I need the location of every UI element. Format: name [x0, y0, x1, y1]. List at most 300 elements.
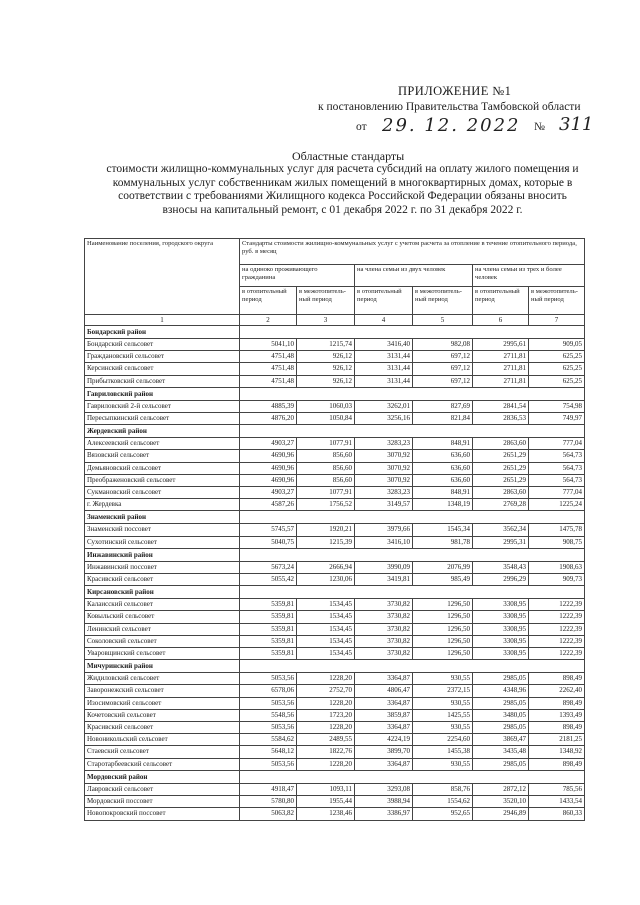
settlement-name: Вязовский сельсовет — [85, 450, 240, 462]
district-name: Кирсановский район — [85, 586, 240, 599]
value-cell: 1222,39 — [529, 635, 585, 647]
value-cell: 2985,05 — [473, 758, 529, 770]
settlement-name: Кочетовский сельсовет — [85, 709, 240, 721]
subheader-single: на одиноко проживающего гражданина — [240, 265, 355, 287]
table-row — [85, 400, 585, 412]
value-cell: 697,12 — [413, 351, 473, 363]
handwritten-number: 311 — [559, 114, 594, 135]
value-cell: 848,91 — [413, 487, 473, 499]
value-cell: 5053,56 — [240, 673, 297, 685]
value-cell: 4587,26 — [240, 499, 297, 511]
value-cell: 985,49 — [413, 574, 473, 586]
value-cell: 5359,81 — [240, 611, 297, 623]
value-cell: 5041,10 — [240, 339, 297, 351]
district-name: Мордовский район — [85, 770, 240, 783]
value-cell: 3730,82 — [355, 635, 413, 647]
value-cell: 898,49 — [529, 697, 585, 709]
value-cell: 4348,96 — [473, 685, 529, 697]
settlement-name: Жидиловский сельсовет — [85, 673, 240, 685]
settlement-name: Калаисский сельсовет — [85, 599, 240, 611]
value-cell: 858,76 — [413, 783, 473, 795]
value-cell: 5053,56 — [240, 697, 297, 709]
value-cell: 4885,39 — [240, 400, 297, 412]
table-row — [85, 438, 585, 450]
value-cell: 2076,99 — [413, 561, 473, 573]
value-cell: 3070,92 — [355, 450, 413, 462]
value-cell: 1348,19 — [413, 499, 473, 511]
value-cell: 1296,50 — [413, 599, 473, 611]
value-cell: 4690,96 — [240, 474, 297, 486]
district-name: Гавриловский район — [85, 387, 240, 400]
value-cell: 856,60 — [297, 450, 355, 462]
value-cell: 3730,82 — [355, 599, 413, 611]
value-cell: 930,55 — [413, 758, 473, 770]
column-index: 7 — [529, 315, 585, 326]
settlement-name: Преображеновский сельсовет — [85, 474, 240, 486]
value-cell: 1228,20 — [297, 758, 355, 770]
table-row — [85, 635, 585, 647]
settlement-name: Ленинский сельсовет — [85, 623, 240, 635]
value-cell: 1433,54 — [529, 796, 585, 808]
value-cell: 2769,28 — [473, 499, 529, 511]
subtitle-line: стоимости жилищно-коммунальных услуг для расчета субсидий на оплату жилого помещения и — [106, 163, 579, 175]
value-cell: 1222,39 — [529, 599, 585, 611]
value-cell: 930,55 — [413, 673, 473, 685]
value-cell: 2863,60 — [473, 438, 529, 450]
subtitle-line: коммунальных услуг собственникам жилых помещений в многоквартирных домах, которые в — [112, 176, 573, 189]
settlement-name: Заворонежский сельсовет — [85, 685, 240, 697]
column-index: 1 — [85, 315, 240, 326]
value-cell: 1393,49 — [529, 709, 585, 721]
value-cell: 1554,62 — [413, 796, 473, 808]
settlement-name: Прибытковский сельсовет — [85, 375, 240, 387]
value-cell: 1215,74 — [297, 339, 355, 351]
value-cell: 625,25 — [529, 351, 585, 363]
value-cell: 3308,95 — [473, 635, 529, 647]
value-cell: 1723,20 — [297, 709, 355, 721]
value-cell: 3364,87 — [355, 697, 413, 709]
value-cell: 2946,89 — [473, 808, 529, 820]
value-cell: 926,12 — [297, 375, 355, 387]
subheader-two: на члена семьи из двух человек — [355, 265, 473, 287]
value-cell: 2489,55 — [297, 734, 355, 746]
table-row — [85, 561, 585, 573]
value-cell: 1296,50 — [413, 623, 473, 635]
value-cell: 4690,96 — [240, 462, 297, 474]
value-cell: 898,49 — [529, 673, 585, 685]
value-cell: 1228,20 — [297, 697, 355, 709]
settlement-name: Сукмановский сельсовет — [85, 487, 240, 499]
district-row-filler — [240, 660, 585, 673]
value-cell: 697,12 — [413, 375, 473, 387]
value-cell: 754,98 — [529, 400, 585, 412]
value-cell: 3283,23 — [355, 487, 413, 499]
value-cell: 1077,91 — [297, 438, 355, 450]
value-cell: 2372,15 — [413, 685, 473, 697]
table-row — [85, 351, 585, 363]
settlement-name: Красивский сельсовет — [85, 574, 240, 586]
settlement-name: Стаевский сельсовет — [85, 746, 240, 758]
settlement-name: Керсинский сельсовет — [85, 363, 240, 375]
document-title: Областные стандарты — [292, 149, 405, 163]
value-cell: 5359,81 — [240, 635, 297, 647]
district-row-filler — [240, 387, 585, 400]
value-cell: 827,69 — [413, 400, 473, 412]
value-cell: 4903,27 — [240, 487, 297, 499]
value-cell: 5673,24 — [240, 561, 297, 573]
settlement-name: Инжавинский поссовет — [85, 561, 240, 573]
value-cell: 697,12 — [413, 363, 473, 375]
value-cell: 930,55 — [413, 697, 473, 709]
settlement-name: г. Жердевка — [85, 499, 240, 511]
value-cell: 2872,12 — [473, 783, 529, 795]
value-cell: 564,73 — [529, 474, 585, 486]
table-row — [85, 722, 585, 734]
table-row — [85, 450, 585, 462]
value-cell: 3149,57 — [355, 499, 413, 511]
value-cell: 3308,95 — [473, 599, 529, 611]
settlement-name: Мордовский поссовет — [85, 796, 240, 808]
settlement-name: Знаменский поссовет — [85, 524, 240, 536]
value-cell: 3859,87 — [355, 709, 413, 721]
district-row — [85, 586, 585, 599]
value-cell: 3419,81 — [355, 574, 413, 586]
table-row — [85, 487, 585, 499]
value-cell: 3416,10 — [355, 536, 413, 548]
value-cell: 4876,20 — [240, 413, 297, 425]
value-cell: 636,60 — [413, 450, 473, 462]
column-index: 4 — [355, 315, 413, 326]
value-cell: 3131,44 — [355, 363, 413, 375]
value-cell: 1955,44 — [297, 796, 355, 808]
settlement-name: Демьяновский сельсовет — [85, 462, 240, 474]
value-cell: 564,73 — [529, 462, 585, 474]
settlement-name: Лавровский сельсовет — [85, 783, 240, 795]
appendix-heading: ПРИЛОЖЕНИЕ №1 — [398, 84, 512, 98]
value-cell: 5359,81 — [240, 648, 297, 660]
value-cell: 856,60 — [297, 474, 355, 486]
value-cell: 6578,06 — [240, 685, 297, 697]
value-cell: 821,84 — [413, 413, 473, 425]
table-row — [85, 574, 585, 586]
district-row-filler — [240, 511, 585, 524]
value-cell: 1222,39 — [529, 648, 585, 660]
value-cell: 4918,47 — [240, 783, 297, 795]
value-cell: 2752,70 — [297, 685, 355, 697]
table-row — [85, 796, 585, 808]
table-row — [85, 808, 585, 820]
value-cell: 1475,78 — [529, 524, 585, 536]
subheader-three-plus: на члена семьи из трех и более человек — [473, 265, 585, 287]
value-cell: 3308,95 — [473, 611, 529, 623]
district-row — [85, 548, 585, 561]
value-cell: 3364,87 — [355, 758, 413, 770]
value-cell: 4751,48 — [240, 363, 297, 375]
value-cell: 926,12 — [297, 363, 355, 375]
settlement-name: Пересыпкинский сельсовет — [85, 413, 240, 425]
settlement-name: Изосимовский сельсовет — [85, 697, 240, 709]
district-row-filler — [240, 548, 585, 561]
value-cell: 926,12 — [297, 351, 355, 363]
value-cell: 3730,82 — [355, 648, 413, 660]
district-row — [85, 326, 585, 339]
value-cell: 2863,60 — [473, 487, 529, 499]
value-cell: 4690,96 — [240, 450, 297, 462]
standards-table — [84, 238, 585, 821]
table-row — [85, 648, 585, 660]
value-cell: 1822,76 — [297, 746, 355, 758]
value-cell: 2711,81 — [473, 363, 529, 375]
value-cell: 777,04 — [529, 487, 585, 499]
value-cell: 898,49 — [529, 722, 585, 734]
value-cell: 930,55 — [413, 722, 473, 734]
value-cell: 909,73 — [529, 574, 585, 586]
value-cell: 2651,29 — [473, 462, 529, 474]
value-cell: 2995,61 — [473, 339, 529, 351]
value-cell: 1077,91 — [297, 487, 355, 499]
value-cell: 2711,81 — [473, 375, 529, 387]
value-cell: 3988,94 — [355, 796, 413, 808]
district-row-filler — [240, 425, 585, 438]
value-cell: 3730,82 — [355, 611, 413, 623]
value-cell: 5053,56 — [240, 722, 297, 734]
value-cell: 1093,11 — [297, 783, 355, 795]
value-cell: 3131,44 — [355, 375, 413, 387]
value-cell: 848,91 — [413, 438, 473, 450]
table-row — [85, 697, 585, 709]
value-cell: 981,78 — [413, 536, 473, 548]
value-cell: 1228,20 — [297, 673, 355, 685]
table-row — [85, 746, 585, 758]
value-cell: 3435,48 — [473, 746, 529, 758]
district-row-filler — [240, 326, 585, 339]
subtitle-line: соответствии с требованиями Жилищного кодекса Российской Федерации обязаны вносить — [118, 190, 567, 203]
value-cell: 625,25 — [529, 375, 585, 387]
settlement-name: Новоникольский сельсовет — [85, 734, 240, 746]
value-cell: 898,49 — [529, 758, 585, 770]
value-cell: 785,56 — [529, 783, 585, 795]
value-cell: 3562,34 — [473, 524, 529, 536]
value-cell: 636,60 — [413, 474, 473, 486]
table-row — [85, 734, 585, 746]
district-name: Жердевский район — [85, 425, 240, 438]
column-index: 6 — [473, 315, 529, 326]
district-name: Бондарский район — [85, 326, 240, 339]
district-name: Знаменский район — [85, 511, 240, 524]
value-cell: 777,04 — [529, 438, 585, 450]
settlement-name: Гавриловский 2-й сельсовет — [85, 400, 240, 412]
value-cell: 3364,87 — [355, 722, 413, 734]
column-index: 5 — [413, 315, 473, 326]
value-cell: 3283,23 — [355, 438, 413, 450]
value-cell: 3730,82 — [355, 623, 413, 635]
settlement-name: Новопокровский поссовет — [85, 808, 240, 820]
period-header: в межотопитель-ный период — [297, 287, 355, 315]
table-row — [85, 709, 585, 721]
value-cell: 1296,50 — [413, 635, 473, 647]
table-row — [85, 783, 585, 795]
value-cell: 749,97 — [529, 413, 585, 425]
value-cell: 1908,63 — [529, 561, 585, 573]
district-row-filler — [240, 770, 585, 783]
value-cell: 1215,39 — [297, 536, 355, 548]
value-cell: 5040,75 — [240, 536, 297, 548]
decree-reference: к постановлению Правительства Тамбовской области — [318, 101, 581, 113]
value-cell: 860,33 — [529, 808, 585, 820]
settlement-name: Бондарский сельсовет — [85, 339, 240, 351]
table-row — [85, 413, 585, 425]
value-cell: 1425,55 — [413, 709, 473, 721]
value-cell: 2836,53 — [473, 413, 529, 425]
table-row — [85, 611, 585, 623]
value-cell: 1050,84 — [297, 413, 355, 425]
subtitle-line: взносы на капитальный ремонт, с 01 декабря 2022 г. по 31 декабря 2022 г. — [162, 203, 523, 216]
value-cell: 1455,38 — [413, 746, 473, 758]
value-cell: 1296,50 — [413, 611, 473, 623]
decree-date-line — [356, 114, 596, 141]
value-cell: 2996,29 — [473, 574, 529, 586]
value-cell: 3070,92 — [355, 462, 413, 474]
value-cell: 636,60 — [413, 462, 473, 474]
settlement-name: Красивский сельсовет — [85, 722, 240, 734]
value-cell: 1222,39 — [529, 611, 585, 623]
value-cell: 3364,87 — [355, 673, 413, 685]
value-cell: 3899,70 — [355, 746, 413, 758]
value-cell: 2995,31 — [473, 536, 529, 548]
settlement-name: Уваровщинский сельсовет — [85, 648, 240, 660]
value-cell: 5548,56 — [240, 709, 297, 721]
value-cell: 2254,60 — [413, 734, 473, 746]
value-cell: 3520,10 — [473, 796, 529, 808]
value-cell: 3308,95 — [473, 648, 529, 660]
settlement-name: Алексеевский сельсовет — [85, 438, 240, 450]
value-cell: 4751,48 — [240, 351, 297, 363]
table-row — [85, 673, 585, 685]
value-cell: 1534,45 — [297, 635, 355, 647]
value-cell: 2651,29 — [473, 474, 529, 486]
value-cell: 3548,43 — [473, 561, 529, 573]
value-cell: 3262,01 — [355, 400, 413, 412]
number-label: № — [534, 121, 545, 133]
value-cell: 3480,05 — [473, 709, 529, 721]
table-row — [85, 339, 585, 351]
value-cell: 3416,40 — [355, 339, 413, 351]
value-cell: 1534,45 — [297, 623, 355, 635]
value-cell: 1060,03 — [297, 400, 355, 412]
district-name: Мичуринский район — [85, 660, 240, 673]
value-cell: 2985,05 — [473, 673, 529, 685]
value-cell: 2181,25 — [529, 734, 585, 746]
table-row — [85, 375, 585, 387]
table-row — [85, 499, 585, 511]
value-cell: 1230,06 — [297, 574, 355, 586]
value-cell: 3308,95 — [473, 623, 529, 635]
settlement-name: Сухотинский сельсовет — [85, 536, 240, 548]
value-cell: 1348,92 — [529, 746, 585, 758]
value-cell: 3131,44 — [355, 351, 413, 363]
settlement-name: Старотарбеевский сельсовет — [85, 758, 240, 770]
value-cell: 5584,62 — [240, 734, 297, 746]
value-cell: 2711,81 — [473, 351, 529, 363]
value-cell: 1238,46 — [297, 808, 355, 820]
value-cell: 5055,42 — [240, 574, 297, 586]
value-cell: 5648,12 — [240, 746, 297, 758]
table-row — [85, 758, 585, 770]
value-cell: 1534,45 — [297, 599, 355, 611]
value-cell: 2262,40 — [529, 685, 585, 697]
value-cell: 1228,20 — [297, 722, 355, 734]
value-cell: 5063,82 — [240, 808, 297, 820]
value-cell: 1296,50 — [413, 648, 473, 660]
district-row — [85, 660, 585, 673]
table-row — [85, 363, 585, 375]
value-cell: 5745,57 — [240, 524, 297, 536]
value-cell: 3386,97 — [355, 808, 413, 820]
value-cell: 4224,19 — [355, 734, 413, 746]
value-cell: 2985,05 — [473, 722, 529, 734]
period-header: в отопительный период — [473, 287, 529, 315]
handwritten-date: 29. 12. 2022 — [382, 115, 521, 136]
table-row — [85, 599, 585, 611]
value-cell: 3293,08 — [355, 783, 413, 795]
value-cell: 5359,81 — [240, 599, 297, 611]
period-header: в межотопитель-ный период — [529, 287, 585, 315]
value-cell: 2841,54 — [473, 400, 529, 412]
column-header-name: Наименование поселения, городского округа — [85, 239, 240, 315]
value-cell: 952,65 — [413, 808, 473, 820]
column-index: 2 — [240, 315, 297, 326]
table-row — [85, 623, 585, 635]
district-name: Инжавинский район — [85, 548, 240, 561]
value-cell: 1534,45 — [297, 648, 355, 660]
value-cell: 3990,09 — [355, 561, 413, 573]
value-cell: 5359,81 — [240, 623, 297, 635]
table-row — [85, 536, 585, 548]
value-cell: 909,05 — [529, 339, 585, 351]
district-row — [85, 511, 585, 524]
document-subtitle — [80, 163, 605, 217]
district-row — [85, 387, 585, 400]
value-cell: 5053,56 — [240, 758, 297, 770]
value-cell: 4806,47 — [355, 685, 413, 697]
value-cell: 564,73 — [529, 450, 585, 462]
table-row — [85, 462, 585, 474]
district-row-filler — [240, 586, 585, 599]
value-cell: 982,08 — [413, 339, 473, 351]
value-cell: 2651,29 — [473, 450, 529, 462]
district-row — [85, 770, 585, 783]
period-header: в отопительный период — [355, 287, 413, 315]
table-row — [85, 474, 585, 486]
table-row — [85, 685, 585, 697]
value-cell: 1534,45 — [297, 611, 355, 623]
settlement-name: Ковыльский сельсовет — [85, 611, 240, 623]
value-cell: 1545,34 — [413, 524, 473, 536]
district-row — [85, 425, 585, 438]
value-cell: 2666,94 — [297, 561, 355, 573]
value-cell: 3070,92 — [355, 474, 413, 486]
value-cell: 1920,21 — [297, 524, 355, 536]
period-header: в отопительный период — [240, 287, 297, 315]
settlement-name: Граждановский сельсовет — [85, 351, 240, 363]
value-cell: 1756,52 — [297, 499, 355, 511]
value-cell: 4751,48 — [240, 375, 297, 387]
column-group-header: Стандарты стоимости жилищно-коммунальных услуг с учетом расчета за отопление в течение отопительного периода, руб. в месяц — [240, 239, 585, 265]
value-cell: 856,60 — [297, 462, 355, 474]
from-label: от — [356, 121, 367, 133]
settlement-name: Соколовский сельсовет — [85, 635, 240, 647]
value-cell: 1225,24 — [529, 499, 585, 511]
